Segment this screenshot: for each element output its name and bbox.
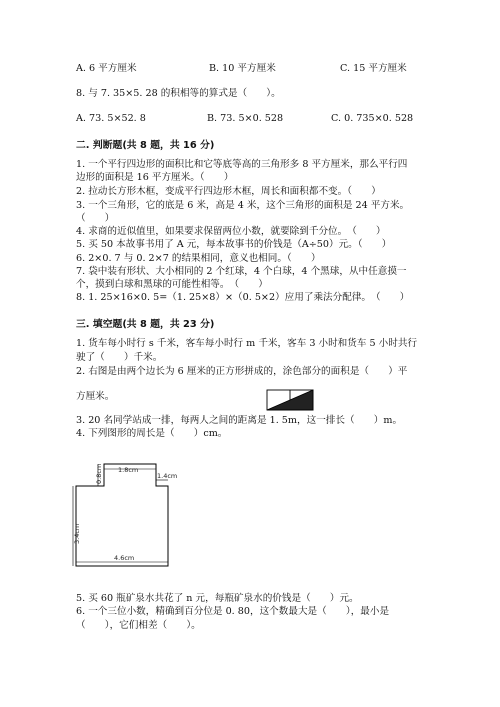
tf-line: 5. 买 50 本故事书用了 A 元，每本故事书的价钱是（A÷50）元。（ ） — [76, 239, 392, 250]
label-bottom-width: 4.6cm — [114, 554, 135, 562]
section3-title: 三. 填空题(共 8 题，共 23 分) — [76, 319, 215, 330]
q7-option-b: B. 10 平方厘米 — [209, 63, 276, 74]
tf-line: （ ） — [76, 213, 115, 224]
q8-option-b: B. 73. 5×0. 528 — [207, 113, 284, 124]
tf-line: 8. 1. 25×16×0. 5=（1. 25×8）×（0. 5×2）应用了乘法分配律。 （ ） — [76, 292, 410, 303]
label-height: 3.4cm — [73, 523, 81, 544]
q7-option-c: C. 15 平方厘米 — [340, 63, 407, 74]
label-left-notch: 0.8cm — [95, 463, 103, 484]
fill-line: （ ），它们相差（ ）。 — [76, 620, 201, 631]
fill-line: 2. 右图是由两个边长为 6 厘米的正方形拼成的，涂色部分的面积是（ ）平 — [76, 366, 408, 377]
fill-line: 驶了（ ）千米。 — [76, 352, 163, 363]
q7-option-a: A. 6 平方厘米 — [76, 63, 137, 74]
label-top-width: 1.8cm — [118, 466, 139, 474]
tf-line: 边形的面积是 16 平方厘米。（ ） — [76, 172, 234, 183]
fill-line: 4. 下列图形的周长是（ ）cm。 — [76, 428, 228, 439]
tf-line: 3. 一个三角形，它的底是 6 米，高是 4 米，这个三角形的面积是 24 平方米。 — [76, 200, 410, 211]
shaded-squares-figure — [266, 389, 314, 411]
fill-line: 方厘米。 — [76, 391, 115, 402]
tf-line: 个，摸到白球和黑球的可能性相等。 （ ） — [76, 279, 268, 290]
fill-line: 1. 货车每小时行 s 千米，客车每小时行 m 千米，客车 3 小时和货车 5 小时共行 — [76, 338, 418, 349]
tf-line: 4. 求商的近似值里，如果要求保留两位小数，就要除到千分位。 （ ） — [76, 226, 386, 237]
fill-line: 6. 一个三位小数，精确到百分位是 0. 80，这个数最大是（ ），最小是 — [76, 606, 390, 617]
label-right-notch: 1.4cm — [157, 472, 178, 480]
perimeter-figure — [70, 462, 180, 572]
q8-option-c: C. 0. 735×0. 528 — [331, 113, 414, 124]
fill-line: 5. 买 60 瓶矿泉水共花了 n 元，每瓶矿泉水的价钱是（ ）元。 — [76, 593, 359, 604]
fill-line: 3. 20 名同学站成一排，每两人之间的距离是 1. 5m，这一排长（ ）m。 — [76, 415, 403, 426]
q8-option-a: A. 73. 5×52. 8 — [76, 113, 146, 124]
tf-line: 1. 一个平行四边形的面积比和它等底等高的三角形多 8 平方厘米，那么平行四 — [76, 159, 408, 170]
tf-line: 7. 袋中装有形状、大小相同的 2 个红球，4 个白球，4 个黑球，从中任意摸一 — [76, 266, 407, 277]
q8-stem: 8. 与 7. 35×5. 28 的积相等的算式是（ ）。 — [76, 88, 281, 99]
tf-line: 2. 拉动长方形木框，变成平行四边形木框，周长和面积都不变。（ ） — [76, 186, 381, 197]
tf-line: 6. 2×0. 7 与 0. 2×7 的结果相同，意义也相同。（ ） — [76, 253, 321, 264]
section2-title: 二. 判断题(共 8 题，共 16 分) — [76, 140, 215, 151]
